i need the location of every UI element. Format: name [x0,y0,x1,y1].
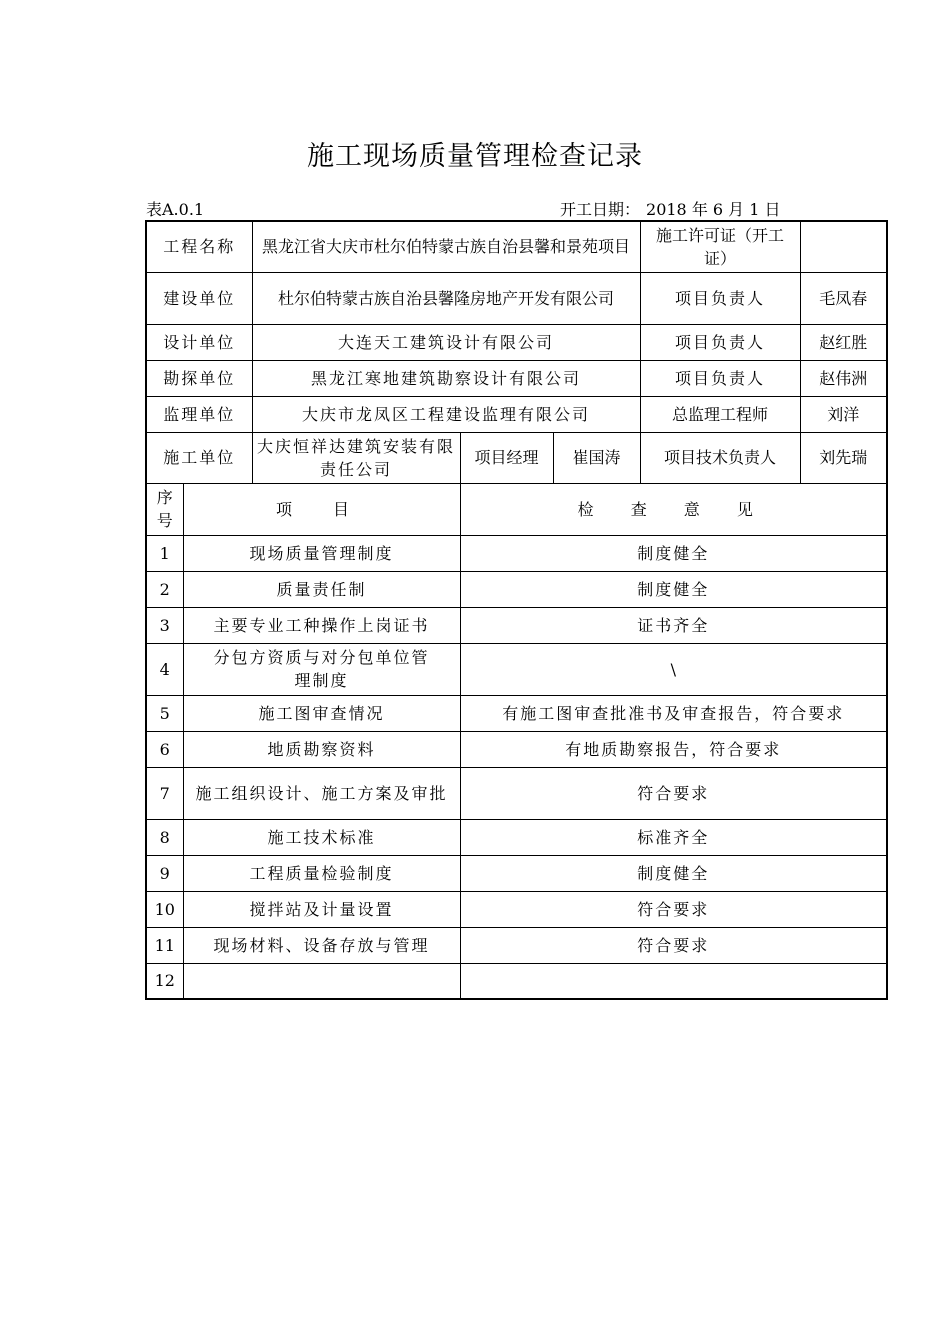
owner-role: 项目负责人 [640,272,800,324]
row-item: 施工组织设计、施工方案及审批 [183,767,460,819]
col-header-item: 项 目 [183,483,460,535]
row-no: 5 [146,695,183,731]
row-opinion: 标准齐全 [460,819,887,855]
design-value: 大连天工建筑设计有限公司 [252,324,640,360]
start-date-value: 2018 年 6 月 1 日 [646,200,781,219]
col-header-opinion: 检 查 意 见 [460,483,887,535]
row-item: 地质勘察资料 [183,731,460,767]
table-row [146,855,887,891]
contractor-label: 施工单位 [146,432,252,483]
row-no: 6 [146,731,183,767]
design-label: 设计单位 [146,324,252,360]
row-item: 工程质量检验制度 [183,855,460,891]
table-id: 表A.0.1 [146,200,205,219]
table-row [146,819,887,855]
supervision-role: 总监理工程师 [640,396,800,432]
project-name-value: 黑龙江省大庆市杜尔伯特蒙古族自治县馨和景苑项目 [252,221,640,272]
permit-value [800,221,887,272]
row-item: 施工图审查情况 [183,695,460,731]
row-columns [146,483,887,535]
tech-person: 刘先瑞 [800,432,887,483]
manager-value: 崔国涛 [553,432,640,483]
row-no: 9 [146,855,183,891]
permit-label: 施工许可证（开工证） [640,221,800,272]
row-no: 7 [146,767,183,819]
row-opinion: 制度健全 [460,571,887,607]
row-item: 现场材料、设备存放与管理 [183,927,460,963]
col-header-no: 序号 [146,483,183,535]
contractor-value: 大庆恒祥达建筑安装有限责任公司 [252,432,460,483]
row-no: 12 [146,963,183,999]
survey-value: 黑龙江寒地建筑勘察设计有限公司 [252,360,640,396]
row-opinion: 符合要求 [460,767,887,819]
table-row [146,927,887,963]
row-opinion: 有地质勘察报告，符合要求 [460,731,887,767]
supervision-label: 监理单位 [146,396,252,432]
row-item: 搅拌站及计量设置 [183,891,460,927]
manager-label: 项目经理 [460,432,553,483]
owner-value: 杜尔伯特蒙古族自治县馨隆房地产开发有限公司 [252,272,640,324]
design-person: 赵红胜 [800,324,887,360]
row-no: 2 [146,571,183,607]
project-name-label: 工程名称 [146,221,252,272]
page-title: 施工现场质量管理检查记录 [307,141,643,172]
row-item [183,963,460,999]
row-no: 1 [146,535,183,571]
table-row [146,767,887,819]
row-item: 现场质量管理制度 [183,535,460,571]
row-opinion: 有施工图审查批准书及审查报告，符合要求 [460,695,887,731]
survey-role: 项目负责人 [640,360,800,396]
supervision-value: 大庆市龙凤区工程建设监理有限公司 [252,396,640,432]
supervision-person: 刘洋 [800,396,887,432]
start-date [560,197,787,220]
table-row [146,891,887,927]
row-opinion: 证书齐全 [460,607,887,643]
row-contractor [146,432,887,483]
table-row [146,643,887,695]
row-no: 3 [146,607,183,643]
row-opinion [460,963,887,999]
table-row [146,695,887,731]
row-supervision [146,396,887,432]
row-opinion: 制度健全 [460,855,887,891]
row-opinion: 符合要求 [460,891,887,927]
row-design [146,324,887,360]
table-row [146,535,887,571]
row-opinion: 制度健全 [460,535,887,571]
survey-person: 赵伟洲 [800,360,887,396]
table-row [146,731,887,767]
row-no: 8 [146,819,183,855]
row-item: 分包方资质与对分包单位管理制度 [183,643,460,695]
owner-person: 毛凤春 [800,272,887,324]
tech-label: 项目技术负责人 [640,432,800,483]
row-no: 4 [146,643,183,695]
row-item: 主要专业工种操作上岗证书 [183,607,460,643]
start-date-label: 开工日期： [560,200,641,219]
inspection-table [145,220,888,1000]
row-item: 质量责任制 [183,571,460,607]
survey-label: 勘探单位 [146,360,252,396]
row-survey [146,360,887,396]
table-row [146,607,887,643]
design-role: 项目负责人 [640,324,800,360]
row-project-name [146,221,887,272]
row-item: 施工技术标准 [183,819,460,855]
row-owner [146,272,887,324]
row-no: 10 [146,891,183,927]
row-no: 11 [146,927,183,963]
row-opinion: 符合要求 [460,927,887,963]
owner-label: 建设单位 [146,272,252,324]
row-opinion: \ [460,643,887,695]
table-row [146,571,887,607]
table-row [146,963,887,999]
